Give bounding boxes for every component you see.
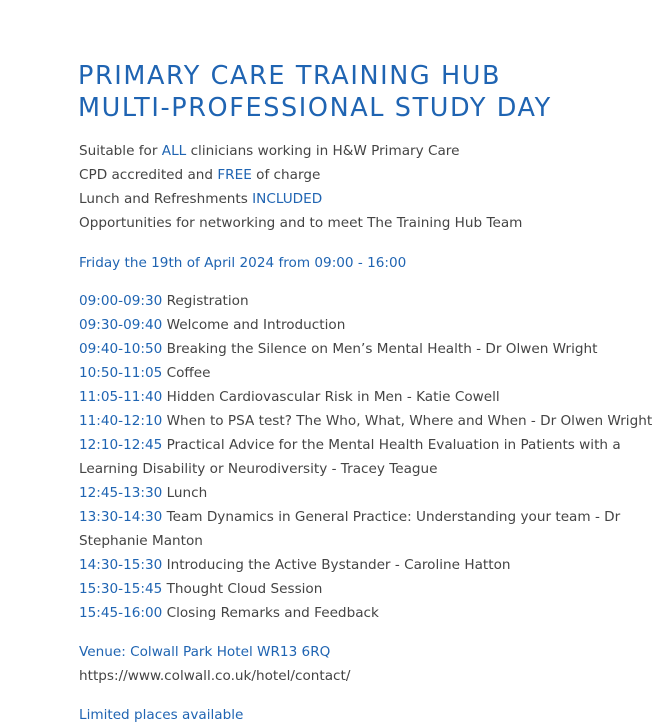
schedule-item [79,409,653,433]
schedule-item [79,313,639,337]
schedule-item [79,361,639,385]
schedule-item [79,481,639,505]
schedule-title: Lunch [166,485,208,501]
intro-section [79,139,639,235]
schedule-item [79,433,639,481]
page-title-line-2: MULTI-PROFESSIONAL STUDY DAY [78,93,552,123]
places-notice [79,703,639,727]
schedule-title: Welcome and Introduction [166,317,346,333]
schedule-list [79,289,653,625]
page-title-line-1: PRIMARY CARE TRAINING HUB [78,61,502,91]
schedule-title: Breaking the Silence on Men’s Mental Health - Dr Olwen Wright [166,341,598,357]
schedule-time: 15:45-16:00 [79,605,163,621]
intro-highlight: ALL [161,143,187,159]
schedule-item [79,385,639,409]
schedule-time: 13:30-14:30 [79,509,163,525]
schedule-title: Practical Advice for the Mental Health Evaluation in Patients with a Learning Disability or Neurodiversity - Tracey Teague [79,437,621,477]
schedule-time: 12:45-13:30 [79,485,163,501]
venue-section [79,640,639,688]
intro-networking-line: Opportunities for networking and to meet The Training Hub Team [79,215,523,231]
schedule-title: Registration [166,293,249,309]
schedule-item [79,601,639,625]
schedule-time: 15:30-15:45 [79,581,163,597]
schedule-item [79,337,639,361]
schedule-time: 09:40-10:50 [79,341,163,357]
schedule-title: When to PSA test? The Who, What, Where and When - Dr Olwen Wright [166,413,653,429]
intro-suitable-line [79,139,639,163]
venue-url: https://www.colwall.co.uk/hotel/contact/ [79,668,351,684]
schedule-time: 11:05-11:40 [79,389,163,405]
intro-text: Lunch and Refreshments [79,191,253,207]
schedule-time: 14:30-15:30 [79,557,163,573]
schedule-title: Closing Remarks and Feedback [166,605,379,621]
intro-highlight: INCLUDED [252,191,323,207]
intro-text: of charge [251,167,321,183]
schedule-item [79,289,639,313]
schedule-time: 09:30-09:40 [79,317,163,333]
venue-label: Venue: Colwall Park Hotel WR13 6RQ [79,644,331,660]
event-date-text: Friday the 19th of April 2024 from 09:00 - 16:00 [79,255,407,271]
schedule-title: Team Dynamics in General Practice: Understanding your team - Dr Stephanie Manton [79,509,621,549]
intro-text: CPD accredited and [79,167,218,183]
schedule-title: Hidden Cardiovascular Risk in Men - Katie Cowell [166,389,500,405]
schedule-title: Introducing the Active Bystander - Caroline Hatton [166,557,511,573]
limited-places-text: Limited places available [79,707,244,723]
schedule-time: 09:00-09:30 [79,293,163,309]
schedule-item [79,553,639,577]
intro-text: Suitable for [79,143,162,159]
schedule-time: 11:40-12:10 [79,413,163,429]
page-title [78,60,552,124]
intro-text: clinicians working in H&W Primary Care [186,143,460,159]
intro-cpd-line [79,163,639,187]
intro-highlight: FREE [217,167,252,183]
schedule-title: Thought Cloud Session [166,581,323,597]
event-date [79,251,639,275]
schedule-item [79,577,639,601]
schedule-time: 12:10-12:45 [79,437,163,453]
intro-lunch-line [79,187,639,211]
schedule-title: Coffee [166,365,211,381]
schedule-time: 10:50-11:05 [79,365,163,381]
schedule-item [79,505,639,553]
